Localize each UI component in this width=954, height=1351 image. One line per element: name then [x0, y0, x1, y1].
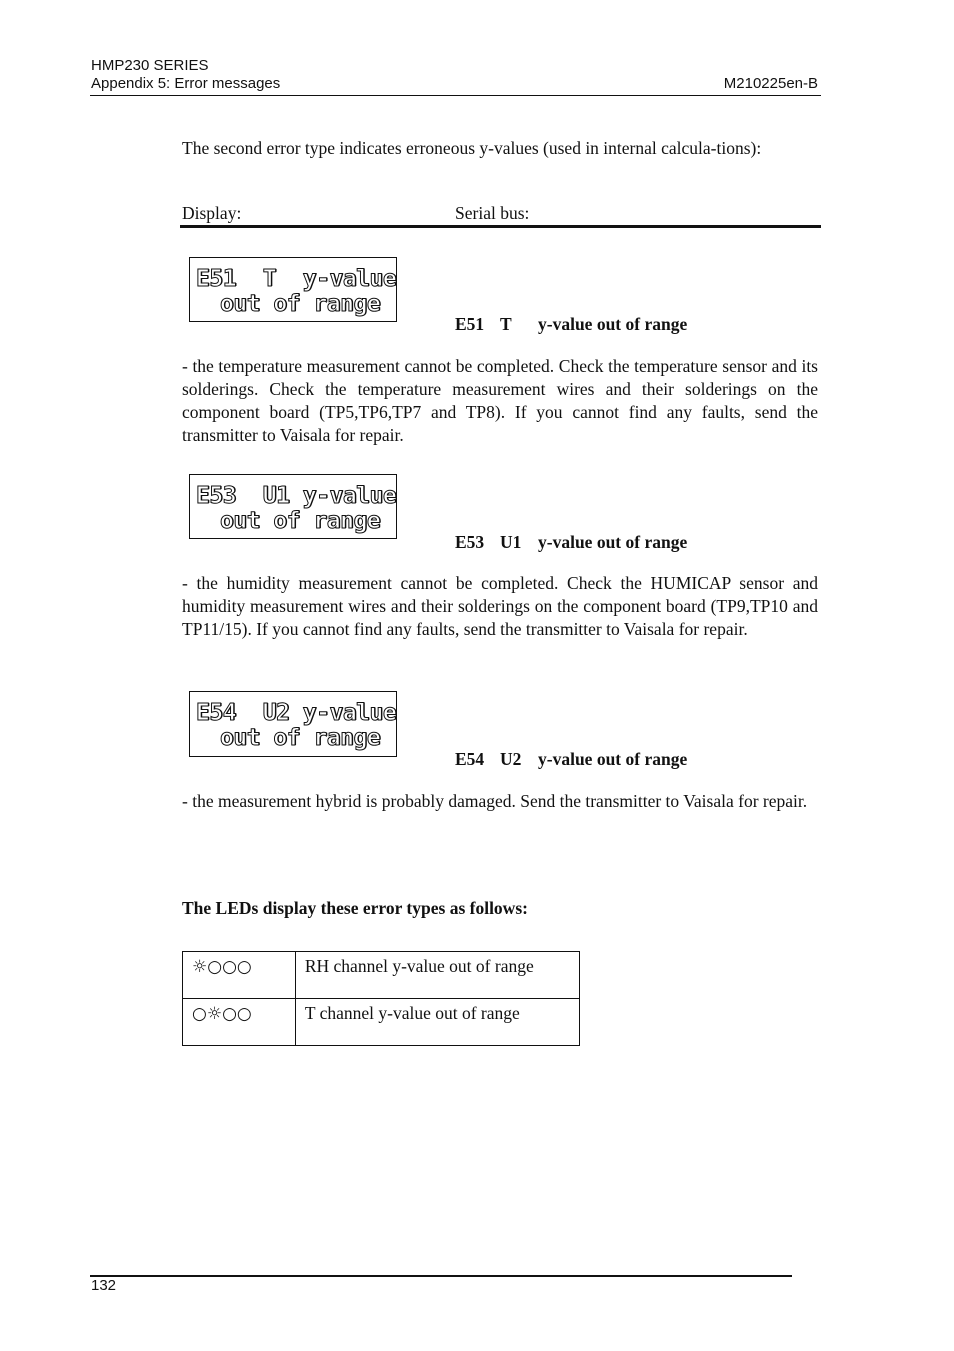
serial-column-heading: Serial bus:	[455, 203, 530, 223]
description-e54: - the measurement hybrid is probably damaged. Send the transmitter to Vaisala for repair.	[182, 791, 808, 811]
serial-channel-e51: T	[500, 314, 512, 334]
serial-message-e53: y-value out of range	[538, 532, 688, 552]
led-pattern-icon: ○☼○○	[192, 1004, 252, 1024]
lcd-display-e53	[189, 474, 397, 539]
serial-message-e51: y-value out of range	[538, 314, 688, 334]
lcd-line-1: E54 U2 y-value	[196, 700, 397, 726]
description-e51: - the temperature measurement cannot be completed. Check the temperature sensor and its solderings. Check the temperature measurement wires and their solderings on the component board (TP5,TP6,TP7 and TP8). If you cannot find any faults, send the transmitter to Vaisala for repair.	[182, 356, 818, 445]
intro-paragraph: The second error type indicates erroneous y-values (used in internal calcula-tions):	[182, 138, 762, 158]
lcd-line-2: out of range	[220, 508, 381, 534]
header-doc-code: M210225en-B	[723, 75, 818, 92]
lcd-line-2: out of range	[220, 291, 381, 317]
footer-rule	[90, 1275, 792, 1277]
column-heading-rule	[180, 225, 821, 228]
header-rule	[90, 95, 821, 96]
led-pattern-cell	[183, 952, 296, 999]
description-e53: - the humidity measurement cannot be completed. Check the HUMICAP sensor and humidity measurement wires and their solderings on the component board (TP9,TP10 and TP11/15). If you cannot find any faults, send the transmitter to Vaisala for repair.	[182, 573, 818, 639]
leds-table	[182, 951, 580, 1046]
serial-code-e54: E54	[455, 749, 485, 769]
header-series: HMP230 SERIES	[91, 57, 209, 74]
table-row	[183, 952, 580, 999]
serial-message-e54: y-value out of range	[538, 749, 688, 769]
header-section: Appendix 5: Error messages	[91, 75, 281, 92]
led-pattern-cell	[183, 999, 296, 1046]
led-pattern-icon: ☼○○○	[192, 957, 252, 977]
serial-code-e53: E53	[455, 532, 485, 552]
lcd-line-2: out of range	[220, 725, 381, 751]
lcd-line-1: E53 U1 y-value	[196, 483, 397, 509]
display-column-heading: Display:	[182, 203, 242, 223]
page-number: 132	[91, 1277, 117, 1294]
serial-code-e51: E51	[455, 314, 485, 334]
led-meaning-cell: T channel y-value out of range	[295, 999, 579, 1046]
lcd-display-e51	[189, 257, 397, 322]
serial-channel-e53: U1	[500, 532, 522, 552]
leds-heading: The LEDs display these error types as follows:	[182, 898, 528, 918]
serial-channel-e54: U2	[500, 749, 522, 769]
lcd-display-e54	[189, 691, 397, 757]
lcd-line-1: E51 T y-value	[196, 266, 397, 292]
table-row	[183, 999, 580, 1046]
led-meaning-cell: RH channel y-value out of range	[295, 952, 579, 999]
